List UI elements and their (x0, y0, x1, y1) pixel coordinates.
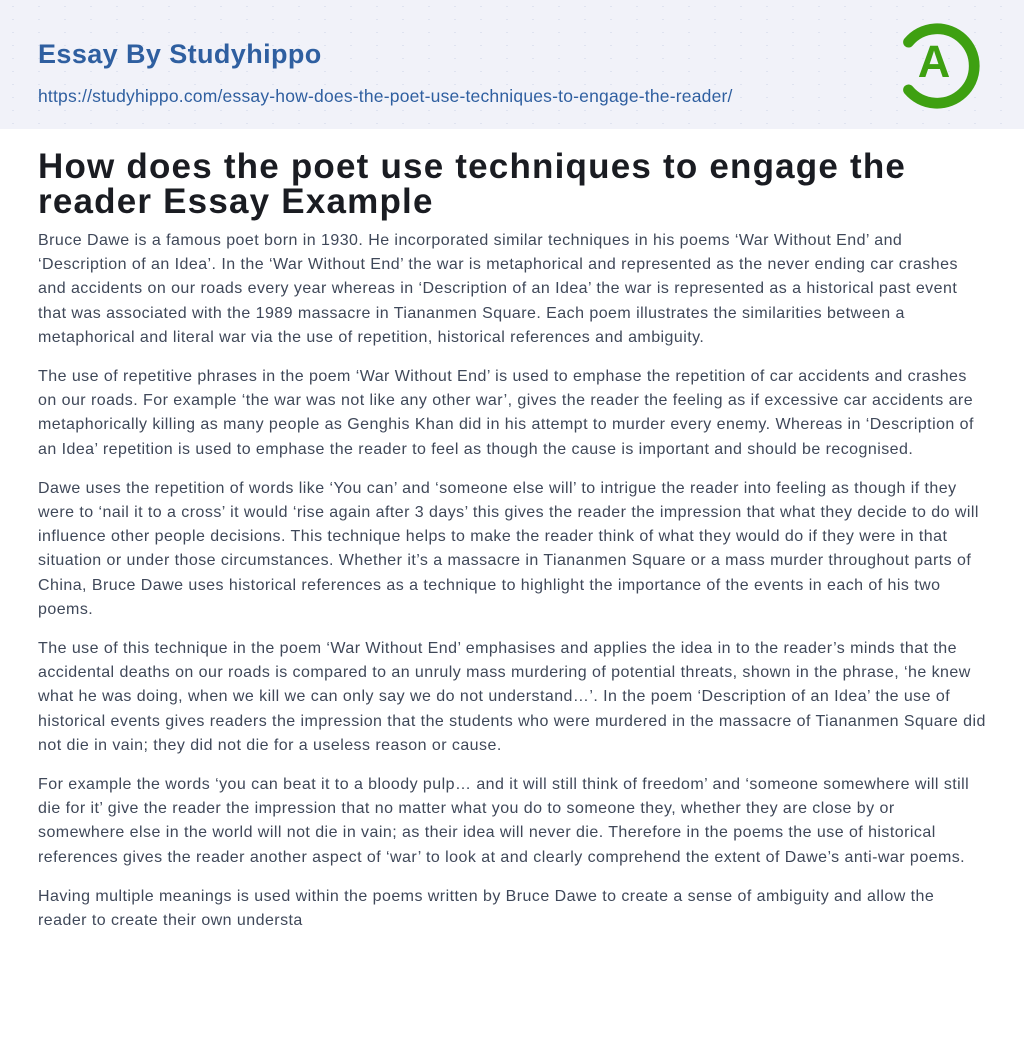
page-url-link[interactable]: https://studyhippo.com/essay-how-does-the-poet-use-techniques-to-engage-the-reader/ (38, 86, 733, 106)
studyhippo-logo-icon (890, 19, 984, 113)
essay-paragraph-6: Having multiple meanings is used within the poems written by Bruce Dawe to create a sense of ambiguity and allow the reader to create their own understa (38, 887, 935, 930)
page-title-line-2: reader Essay Example (38, 182, 434, 221)
page-title-line-1: How does the poet use techniques to engage the (38, 147, 907, 186)
brand-link[interactable]: Essay By Studyhippo (38, 39, 322, 69)
essay-paragraph-2: The use of repetitive phrases in the poem ‘War Without End’ is used to emphase the repetition of car accidents and crashes on our roads. For example ‘the war was not like any other war’, gives the reader the feeling as if excessive car accidents are metaphorically killing as many people as Genghis Khan did in his attempt to murder every enemy. Whereas in ‘Description of an Idea’ repetition is used to emphase the reader to feel as though the cause is important and should be recognised. (38, 368, 974, 458)
essay-paragraph-5: For example the words ‘you can beat it to a bloody pulp… and it will still think of freedom’ and ‘someone somewhere will still die for it’ give the reader the impression that no matter what you do to someone they, whether they are close by or somewhere else in the world will not die in vain; as their idea will never die. Therefore in the poems the use of historical references gives the reader another aspect of ‘war’ to look at and clearly comprehend the extent of Dawe’s anti-war poems. (38, 776, 970, 866)
essay-paragraph-4: The use of this technique in the poem ‘War Without End’ emphasises and applies the idea in to the reader’s minds that the accidental deaths on our roads is compared to an unruly mass murdering of potential threats, shown in the phrase, ‘he knew what he was doing, when we kill we can only say we do not understand…’. In the poem ‘Description of an Idea’ the use of historical events gives readers the impression that the students who were murdered in the massacre of Tiananmen Square did not die in vain; they did not die for a useless reason or cause. (38, 640, 986, 754)
essay-paragraph-1: Bruce Dawe is a famous poet born in 1930. He incorporated similar techniques in his poems ‘War Without End’ and ‘Description of an Idea’. In the ‘War Without End’ the war is metaphorical and represented as the never ending car crashes and accidents on our roads every year whereas in ‘Description of an Idea’ the war is represented as a historical past event that was associated with the 1989 massacre in Tiananmen Square. Each poem illustrates the similarities between a metaphorical and literal war via the use of repetition, historical references and ambiguity. (38, 232, 958, 346)
page-title (38, 149, 986, 219)
a-ring-logo-icon (890, 19, 984, 113)
logo-letter: A (917, 35, 951, 87)
essay-body (38, 229, 986, 933)
essay-paragraph-3: Dawe uses the repetition of words like ‘You can’ and ‘someone else will’ to intrigue the reader into feeling as though if they were to ‘nail it to a cross’ it would ‘rise again after 3 days’ this gives the reader the impression that what they decide to do will influence other people decisions. This technique helps to make the reader think of what they would do if they were in that situation or under those circumstances. Whether it’s a massacre in Tiananmen Square or a mass murder throughout parts of China, Bruce Dawe uses historical references as a technique to highlight the importance of the events in each of his two poems. (38, 479, 979, 618)
essay-content (0, 149, 1024, 933)
page-header (0, 0, 1024, 129)
